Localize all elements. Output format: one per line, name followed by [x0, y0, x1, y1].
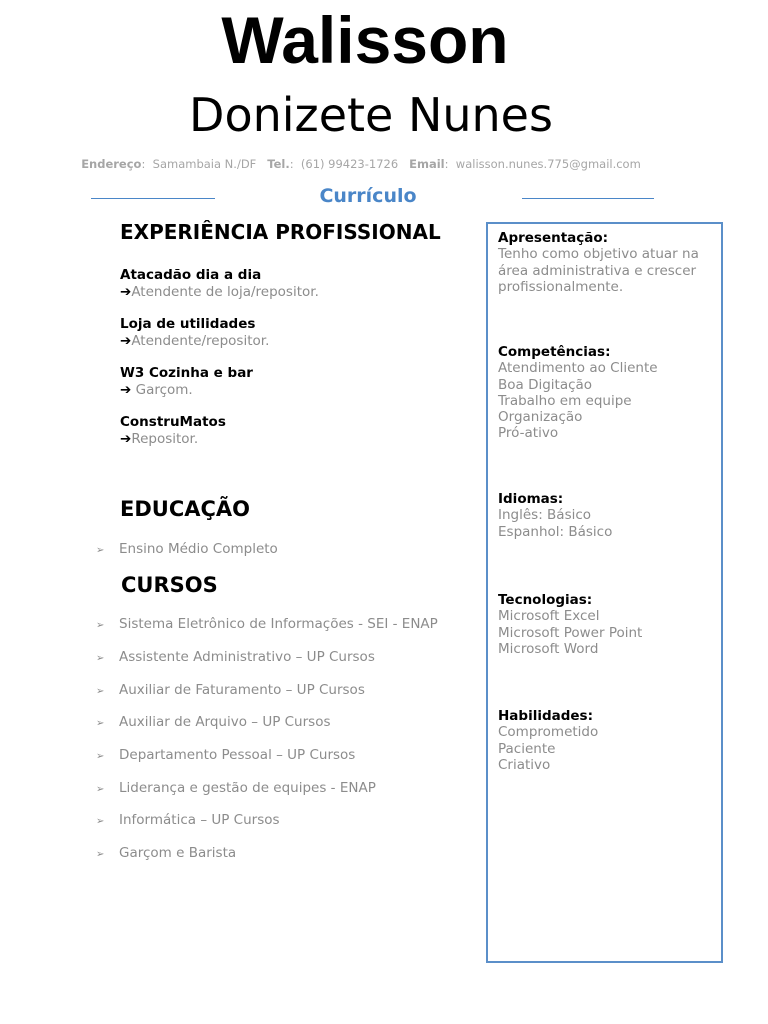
section-title: Currículo — [319, 185, 417, 207]
list-item: ➢ Informática – UP Cursos — [96, 812, 280, 828]
skill-item: Paciente — [498, 740, 556, 757]
job-role: ➔Atendente/repositor. — [120, 333, 270, 349]
divider-left — [91, 198, 215, 199]
job-entry — [120, 414, 226, 448]
job-role: ➔ Garçom. — [120, 382, 193, 398]
arrowhead-bullet-icon: ➢ — [96, 784, 105, 795]
address-value: Samambaia N./DF — [152, 157, 257, 171]
skills-label: Habilidades: — [498, 708, 593, 724]
experience-heading: EXPERIÊNCIA PROFISSIONAL — [120, 220, 441, 244]
right-arrow-icon: ➔ — [120, 382, 132, 398]
last-name: Donizete Nunes — [189, 88, 553, 142]
arrowhead-bullet-icon: ➢ — [96, 545, 105, 556]
technologies-section — [498, 592, 642, 657]
arrowhead-bullet-icon: ➢ — [96, 751, 105, 762]
presentation-label: Apresentação: — [498, 230, 609, 246]
list-item: ➢ Ensino Médio Completo — [96, 541, 278, 557]
job-role: ➔Atendente de loja/repositor. — [120, 284, 319, 300]
job-entry — [120, 365, 253, 399]
languages-label: Idiomas: — [498, 491, 564, 507]
education-heading: EDUCAÇÃO — [120, 497, 251, 521]
competency-item: Atendimento ao Cliente — [498, 360, 658, 377]
competency-item: Boa Digitação — [498, 376, 593, 393]
technology-item: Microsoft Excel — [498, 608, 600, 625]
right-arrow-icon: ➔ — [120, 333, 132, 349]
email-label: Email — [409, 157, 445, 171]
competencies-label: Competências: — [498, 344, 611, 360]
presentation-section — [498, 230, 699, 295]
technology-item: Microsoft Power Point — [498, 624, 643, 641]
list-item: ➢ Assistente Administrativo – UP Cursos — [96, 649, 375, 665]
job-company: W3 Cozinha e bar — [120, 365, 253, 381]
language-item: Inglês: Básico — [498, 507, 592, 524]
presentation-line: Tenho como objetivo atuar na — [498, 246, 699, 263]
technologies-label: Tecnologias: — [498, 592, 593, 608]
job-company: Loja de utilidades — [120, 316, 256, 332]
arrowhead-bullet-icon: ➢ — [96, 718, 105, 729]
arrowhead-bullet-icon: ➢ — [96, 686, 105, 697]
presentation-line: área administrativa e crescer — [498, 262, 697, 279]
presentation-line: profissionalmente. — [498, 278, 624, 295]
languages-section — [498, 491, 612, 540]
list-item: ➢ Departamento Pessoal – UP Cursos — [96, 747, 356, 763]
competency-item: Organização — [498, 409, 583, 426]
divider-right — [522, 198, 654, 199]
skill-item: Criativo — [498, 756, 551, 773]
arrowhead-bullet-icon: ➢ — [96, 653, 105, 664]
job-entry — [120, 316, 269, 350]
competency-item: Pró-ativo — [498, 425, 559, 442]
address-label: Endereço — [81, 157, 142, 171]
first-name: Walisson — [221, 3, 509, 77]
language-item: Espanhol: Básico — [498, 523, 613, 540]
competency-item: Trabalho em equipe — [498, 392, 632, 409]
arrowhead-bullet-icon: ➢ — [96, 620, 105, 631]
job-company: ConstruMatos — [120, 414, 226, 430]
right-arrow-icon: ➔ — [120, 284, 132, 300]
phone-value: (61) 99423-1726 — [300, 157, 399, 171]
arrowhead-bullet-icon: ➢ — [96, 849, 105, 860]
job-company: Atacadão dia a dia — [120, 267, 262, 283]
courses-heading: CURSOS — [121, 573, 218, 597]
job-role: ➔Repositor. — [120, 431, 199, 447]
email-value: walisson.nunes.775@gmail.com — [455, 157, 641, 171]
list-item: ➢ Garçom e Barista — [96, 845, 237, 861]
list-item: ➢ Sistema Eletrônico de Informações - SEI - ENAP — [96, 616, 438, 632]
list-item: ➢ Auxiliar de Arquivo – UP Cursos — [96, 714, 331, 730]
competencies-section — [498, 344, 658, 442]
list-item: ➢ Liderança e gestão de equipes - ENAP — [96, 780, 376, 796]
skill-item: Comprometido — [498, 724, 599, 741]
arrowhead-bullet-icon: ➢ — [96, 816, 105, 827]
technology-item: Microsoft Word — [498, 640, 599, 657]
skills-section — [498, 708, 598, 773]
job-entry — [120, 267, 319, 301]
contact-line: Endereço: Samambaia N./DF Tel.: (61) 99423-1726 Email: walisson.nunes.775@gmail.com — [81, 157, 641, 171]
phone-label: Tel. — [267, 157, 290, 171]
right-arrow-icon: ➔ — [120, 431, 132, 447]
list-item: ➢ Auxiliar de Faturamento – UP Cursos — [96, 682, 365, 698]
